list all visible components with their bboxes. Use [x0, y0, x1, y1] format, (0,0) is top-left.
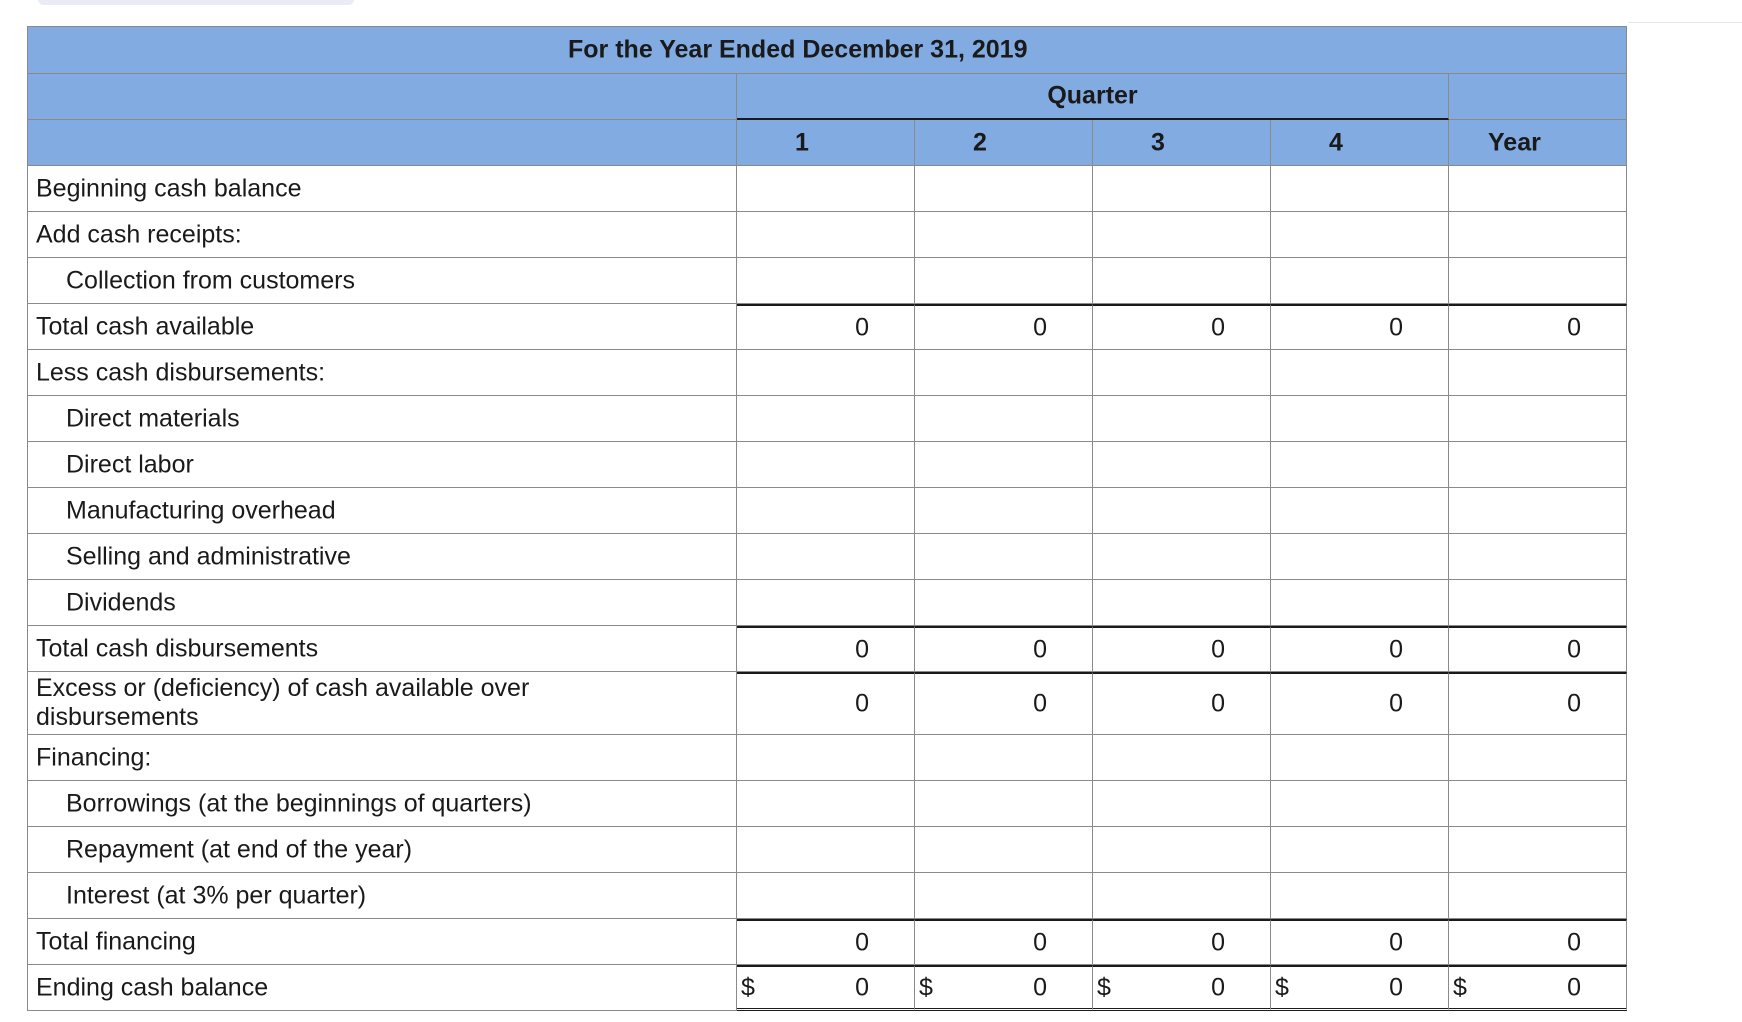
input-cell[interactable]: [737, 488, 915, 534]
input-cell[interactable]: [737, 827, 915, 873]
header-blank-cell: [27, 74, 737, 120]
input-cell[interactable]: [1093, 873, 1271, 919]
value-cell: [737, 672, 915, 735]
input-cell[interactable]: [1271, 781, 1449, 827]
input-cell[interactable]: [1449, 534, 1627, 580]
row-label-cell: [27, 442, 737, 488]
input-cell[interactable]: [1093, 258, 1271, 304]
cell-value: 0: [1211, 928, 1225, 956]
table-title: For the Year Ended December 31, 2019: [568, 35, 1028, 64]
row-label-cell: [27, 258, 737, 304]
currency-symbol: $: [1097, 973, 1111, 1001]
input-cell[interactable]: [1449, 488, 1627, 534]
input-cell[interactable]: [737, 212, 915, 258]
input-cell[interactable]: [1449, 735, 1627, 781]
value-cell: [915, 304, 1093, 350]
currency-symbol: $: [1453, 973, 1467, 1001]
table-row: [27, 442, 1627, 488]
input-cell[interactable]: [1271, 258, 1449, 304]
cell-value: 0: [1389, 313, 1403, 341]
table-row: [27, 304, 1627, 350]
input-cell[interactable]: [1271, 212, 1449, 258]
cell-value: 0: [1033, 635, 1047, 663]
value-cell: [915, 965, 1093, 1011]
row-label-cell: [27, 488, 737, 534]
row-label-cell: [27, 965, 737, 1011]
row-label: Repayment (at end of the year): [66, 835, 413, 863]
input-cell[interactable]: [915, 258, 1093, 304]
input-cell[interactable]: [915, 396, 1093, 442]
value-cell: [1271, 672, 1449, 735]
cell-value: 0: [1033, 689, 1047, 718]
table-row: [27, 488, 1627, 534]
input-cell[interactable]: [737, 258, 915, 304]
value-cell: [915, 672, 1093, 735]
row-label: Manufacturing overhead: [66, 496, 336, 524]
input-cell[interactable]: [737, 580, 915, 626]
cell-value: 0: [1567, 689, 1581, 718]
input-cell[interactable]: [915, 781, 1093, 827]
value-cell: [1093, 304, 1271, 350]
value-cell: [737, 965, 915, 1011]
header-blank-cell: [27, 120, 737, 166]
quarter-header-row: [27, 74, 1627, 120]
input-cell[interactable]: [1449, 396, 1627, 442]
row-label: Beginning cash balance: [36, 174, 302, 202]
input-cell[interactable]: [1271, 350, 1449, 396]
table-row: [27, 212, 1627, 258]
value-cell: [737, 304, 915, 350]
cell-value: 0: [1389, 635, 1403, 663]
cell-value: 0: [1389, 928, 1403, 956]
row-label: Direct materials: [66, 404, 240, 432]
row-label: Ending cash balance: [36, 973, 269, 1001]
cell-value: 0: [855, 973, 869, 1001]
value-cell: [737, 919, 915, 965]
row-label-cell: [27, 396, 737, 442]
row-label-cell: [27, 534, 737, 580]
quarter-header-cell: [737, 74, 1449, 120]
input-cell[interactable]: [1093, 781, 1271, 827]
cell-value: 0: [855, 928, 869, 956]
row-label: Borrowings (at the beginnings of quarters): [66, 789, 532, 817]
row-label-cell: [27, 166, 737, 212]
input-cell[interactable]: [1093, 442, 1271, 488]
input-cell[interactable]: [915, 166, 1093, 212]
row-label-cell: [27, 781, 737, 827]
row-label: Selling and administrative: [66, 542, 351, 570]
value-cell: [1093, 672, 1271, 735]
input-cell[interactable]: [1449, 166, 1627, 212]
input-cell[interactable]: [915, 534, 1093, 580]
cell-value: 0: [1389, 973, 1403, 1001]
row-label-cell: [27, 212, 737, 258]
row-label: Total cash available: [36, 312, 255, 340]
input-cell[interactable]: [1271, 580, 1449, 626]
row-label-cell: [27, 827, 737, 873]
input-cell[interactable]: [1449, 781, 1627, 827]
input-cell[interactable]: [1271, 166, 1449, 212]
cell-value: 0: [1211, 635, 1225, 663]
row-label-cell: [27, 735, 737, 781]
input-cell[interactable]: [737, 534, 915, 580]
column-header-q1: 1: [737, 120, 915, 166]
input-cell[interactable]: [737, 442, 915, 488]
input-cell[interactable]: [1271, 873, 1449, 919]
input-cell[interactable]: [1271, 827, 1449, 873]
row-label-cell: [27, 919, 737, 965]
row-label-cell: [27, 580, 737, 626]
cash-budget-table: [27, 26, 1627, 1011]
input-cell[interactable]: [915, 873, 1093, 919]
input-cell[interactable]: [737, 396, 915, 442]
cell-value: 0: [1033, 928, 1047, 956]
row-label-cell: [27, 873, 737, 919]
table-row: [27, 166, 1627, 212]
input-cell[interactable]: [1093, 735, 1271, 781]
column-header-q2: 2: [915, 120, 1093, 166]
table-row: [27, 350, 1627, 396]
input-cell[interactable]: [1449, 827, 1627, 873]
table-row: [27, 534, 1627, 580]
value-cell: [1271, 965, 1449, 1011]
input-cell[interactable]: [1271, 534, 1449, 580]
row-label: Less cash disbursements:: [36, 358, 326, 386]
input-cell[interactable]: [737, 781, 915, 827]
table-row: [27, 965, 1627, 1011]
cell-value: 0: [1389, 689, 1403, 718]
row-label: Total financing: [36, 927, 196, 955]
input-cell[interactable]: [1093, 166, 1271, 212]
cell-value: 0: [1211, 689, 1225, 718]
column-header-q4: 4: [1271, 120, 1449, 166]
table-row: [27, 626, 1627, 672]
cell-value: 0: [855, 635, 869, 663]
table-row: [27, 735, 1627, 781]
row-label-cell: [27, 304, 737, 350]
cell-value: 0: [1567, 313, 1581, 341]
input-cell[interactable]: [1271, 396, 1449, 442]
value-cell: [1271, 304, 1449, 350]
column-header-row: [27, 120, 1627, 166]
input-cell[interactable]: [1093, 350, 1271, 396]
input-cell[interactable]: [1093, 827, 1271, 873]
row-label: Interest (at 3% per quarter): [66, 881, 367, 909]
input-cell[interactable]: [1449, 580, 1627, 626]
input-cell[interactable]: [737, 166, 915, 212]
row-label-cell: [27, 626, 737, 672]
table-row: [27, 781, 1627, 827]
value-cell: [1271, 626, 1449, 672]
column-header-year: Year: [1449, 120, 1627, 166]
row-label: Total cash disbursements: [36, 634, 319, 662]
value-cell: [1093, 626, 1271, 672]
row-label: Dividends: [66, 588, 176, 616]
cell-value: 0: [855, 689, 869, 718]
table-row: [27, 258, 1627, 304]
cell-value: 0: [1567, 928, 1581, 956]
top-divider: [1628, 22, 1742, 23]
input-cell[interactable]: [915, 488, 1093, 534]
cell-value: 0: [1567, 635, 1581, 663]
input-cell[interactable]: [1449, 212, 1627, 258]
title-row: [27, 26, 1627, 74]
row-label-cell: [27, 672, 737, 735]
value-cell: [1449, 304, 1627, 350]
input-cell[interactable]: [1093, 534, 1271, 580]
row-label: Collection from customers: [66, 266, 355, 294]
input-cell[interactable]: [1271, 488, 1449, 534]
input-cell[interactable]: [1449, 350, 1627, 396]
input-cell[interactable]: [1271, 735, 1449, 781]
currency-symbol: $: [919, 973, 933, 1001]
currency-symbol: $: [1275, 973, 1289, 1001]
value-cell: [1093, 919, 1271, 965]
input-cell[interactable]: [915, 735, 1093, 781]
cell-value: 0: [1211, 973, 1225, 1001]
top-tab-decoration: [38, 0, 354, 5]
input-cell[interactable]: [915, 212, 1093, 258]
input-cell[interactable]: [1271, 442, 1449, 488]
currency-symbol: $: [741, 973, 755, 1001]
value-cell: [737, 626, 915, 672]
table-row: [27, 396, 1627, 442]
input-cell[interactable]: [1449, 442, 1627, 488]
input-cell[interactable]: [1093, 580, 1271, 626]
cell-value: 0: [1033, 313, 1047, 341]
value-cell: [1449, 919, 1627, 965]
cell-value: 0: [1033, 973, 1047, 1001]
input-cell[interactable]: [737, 735, 915, 781]
input-cell[interactable]: [1449, 873, 1627, 919]
value-cell: [1271, 919, 1449, 965]
value-cell: [1093, 965, 1271, 1011]
table-row: [27, 827, 1627, 873]
input-cell[interactable]: [1093, 396, 1271, 442]
value-cell: [1449, 672, 1627, 735]
row-label-cell: [27, 350, 737, 396]
row-label: Financing:: [36, 743, 152, 771]
cell-value: 0: [1567, 973, 1581, 1001]
header-year-blank: [1449, 74, 1627, 120]
table-row: [27, 580, 1627, 626]
row-label: Excess or (deficiency) of cash available over disbursements: [36, 674, 530, 731]
input-cell[interactable]: [737, 873, 915, 919]
input-cell[interactable]: [915, 580, 1093, 626]
input-cell[interactable]: [915, 442, 1093, 488]
quarter-label: Quarter: [1047, 81, 1138, 110]
table-row: [27, 873, 1627, 919]
cell-value: 0: [855, 313, 869, 341]
table-row: [27, 672, 1627, 735]
value-cell: [915, 626, 1093, 672]
input-cell[interactable]: [915, 827, 1093, 873]
row-label: Add cash receipts:: [36, 220, 242, 248]
column-header-q3: 3: [1093, 120, 1271, 166]
input-cell[interactable]: [1093, 488, 1271, 534]
value-cell: [1449, 965, 1627, 1011]
input-cell[interactable]: [737, 350, 915, 396]
value-cell: [1449, 626, 1627, 672]
row-label: Direct labor: [66, 450, 194, 478]
cell-value: 0: [1211, 313, 1225, 341]
value-cell: [915, 919, 1093, 965]
input-cell[interactable]: [1449, 258, 1627, 304]
table-row: [27, 919, 1627, 965]
input-cell[interactable]: [915, 350, 1093, 396]
input-cell[interactable]: [1093, 212, 1271, 258]
